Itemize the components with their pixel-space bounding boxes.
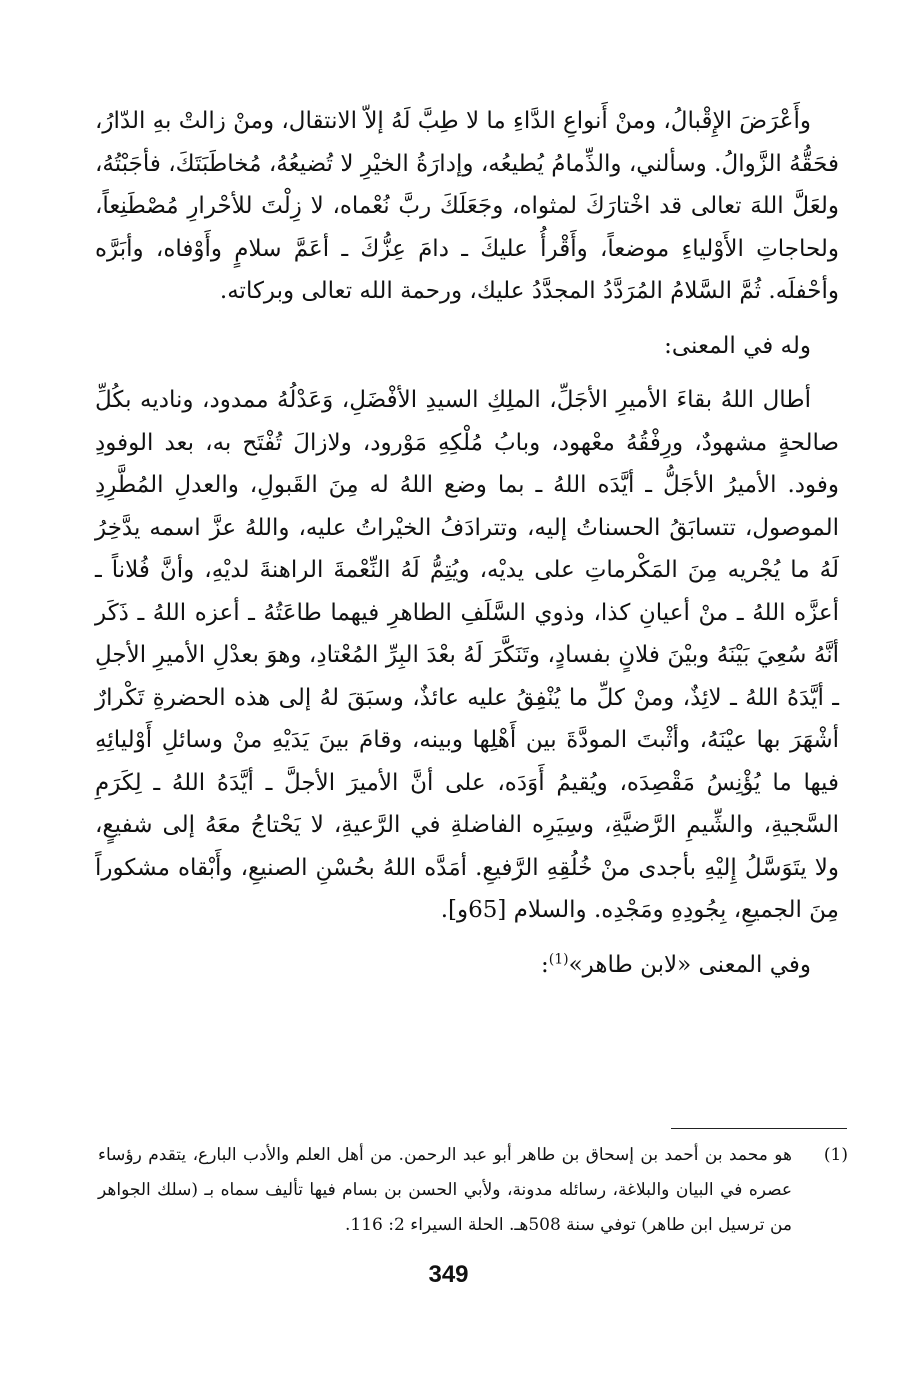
footnote-item bbox=[98, 1138, 848, 1243]
main-text-block bbox=[95, 100, 839, 986]
paragraph-letter-closing: وأَعْرَضَ الإِقْبالُ، ومنْ أَنواعِ الدَّاءِ ما لا طِبَّ لَهُ إلاّ الانتقال، ومنْ زالتْ بهِ الدّارُ، فحَقُّهُ الزَّوالُ. وسألني، والذِّمامُ يُطيعُه، وإدارَةُ الخيْرِ لا تُضيعُهُ، مُخاطَبَتَكَ، فأجَبْتُهُ، ولعَلَّ اللهَ تعالى قد اخْتارَكَ لمثواه، وجَعَلَكَ ربَّ نُعْماه، لا زِلْتَ للأحْرارِ مُصْطَنِعاً، ولحاجاتِ الأَوْلياءِ موضعاً، وأَقْرأُ عليكَ ـ دامَ عِزُّكَ ـ أعَمَّ سلامٍ وأَوْفاه، وأبَرَّه وأحْفلَه. ثُمَّ السَّلامُ المُرَدَّدُ المجدَّدُ عليك، ورحمة الله تعالى وبركاته. bbox=[94, 108, 839, 304]
footnote-separator bbox=[671, 1128, 847, 1129]
page-number: 349 bbox=[428, 1261, 469, 1288]
footnote-number: (1) bbox=[823, 1145, 848, 1165]
heading-text: وفي المعنى «لابن طاهر» bbox=[568, 951, 811, 978]
heading-suffix: : bbox=[540, 951, 549, 978]
section-heading-wa-lahu: وله في المعنى: bbox=[664, 332, 811, 359]
paragraph-letter-body: أطال اللهُ بقاءَ الأميرِ الأجَلِّ، الملِكِ السيدِ الأفْضَلِ، وَعَدْلُهُ ممدود، وناديه بكُلِّ صالحةٍ مشهودٌ، ورِفْقُهُ معْهود، وبابُ مُلْكِهِ مَوْرود، ولازالَ تُفْتَح به، بعد الوفودِ وفود. الأميرُ الأجَلُّ ـ أيَّدَه اللهُ ـ بما وضع اللهُ له مِنَ القَبولِ، والعدلِ المُطَّرِدِ الموصول، تتسابَقُ الحسناتُ إليه، وتترادَفُ الخيْراتُ عليه، واللهُ عزَّ اسمه يدَّخِرُ لَهُ ما يُجْريه مِنَ المَكْرماتِ على يديْه، ويُتِمُّ لَهُ النِّعْمةَ الراهنةَ لديْهِ، وأنَّ فُلاناً ـ أعزَّه اللهُ ـ منْ أعيانِ كذا، وذوي السَّلَفِ الطاهرِ فيهما طاعَتُهُ ـ أعزه اللهُ ـ ذَكَر أنَّهُ سُعِيَ بَيْنَهُ وبيْنَ فلانٍ بفسادٍ، وتَنَكَّرَ لَهُ بعْدَ البِرِّ المُعْتادِ، وهوَ بعدْلِ الأميرِ الأجلِ ـ أيَّدَهُ اللهُ ـ لائِذٌ، ومنْ كلِّ ما يُنْفِقُ عليه عائذٌ، وسبَقَ لهُ إلى هذه الحضرةِ تَكْرارٌ أشْهَرَ بها عيْنَهُ، وأثْبتَ المودَّةَ بين أَهْلِها وبينه، وقامَ بينَ يَدَيْهِ منْ وسائلِ أَوْليائِهِ فيها ما يُؤْنِسُ مَقْصِدَه، ويُقيمُ أَوَدَه، على أنَّ الأميرَ الأجلَّ ـ أيَّدَهُ اللهُ ـ لِكَرَمِ السَّجيةِ، والشِّيمِ الرَّضيَّةِ، وسِيَرِه الفاضلةِ في الرَّعيةِ، لا يَحْتاجُ معَهُ إلى شفيعٍ، ولا يتَوَسَّلُ إِليْهِ بأجدى منْ خُلُقِهِ الرَّفيعِ. أمَدَّه اللهُ بحُسْنِ الصنيعِ، وأَبْقاه مشكوراً مِنَ الجميعِ، بِجُودِهِ ومَجْدِه. والسلام [65و]. bbox=[95, 387, 839, 923]
footnote-block bbox=[98, 1138, 848, 1243]
section-heading-ibn-tahir bbox=[95, 944, 839, 987]
footnote-reference[interactable]: (1) bbox=[548, 950, 569, 967]
footnote-text: هو محمد بن أحمد بن إسحاق بن طاهر أبو عبد الرحمن. من أهل العلم والأدب البارع، يتقدم رؤساء عصره في البيان والبلاغة، رسائله مدونة، ولأبي الحسن بن بسام فيها تأليف سماه بـ (سلك الجواهر من ترسيل ابن طاهر) توفي سنة 508هـ. الحلة السيراء 2: 116. bbox=[98, 1145, 792, 1235]
